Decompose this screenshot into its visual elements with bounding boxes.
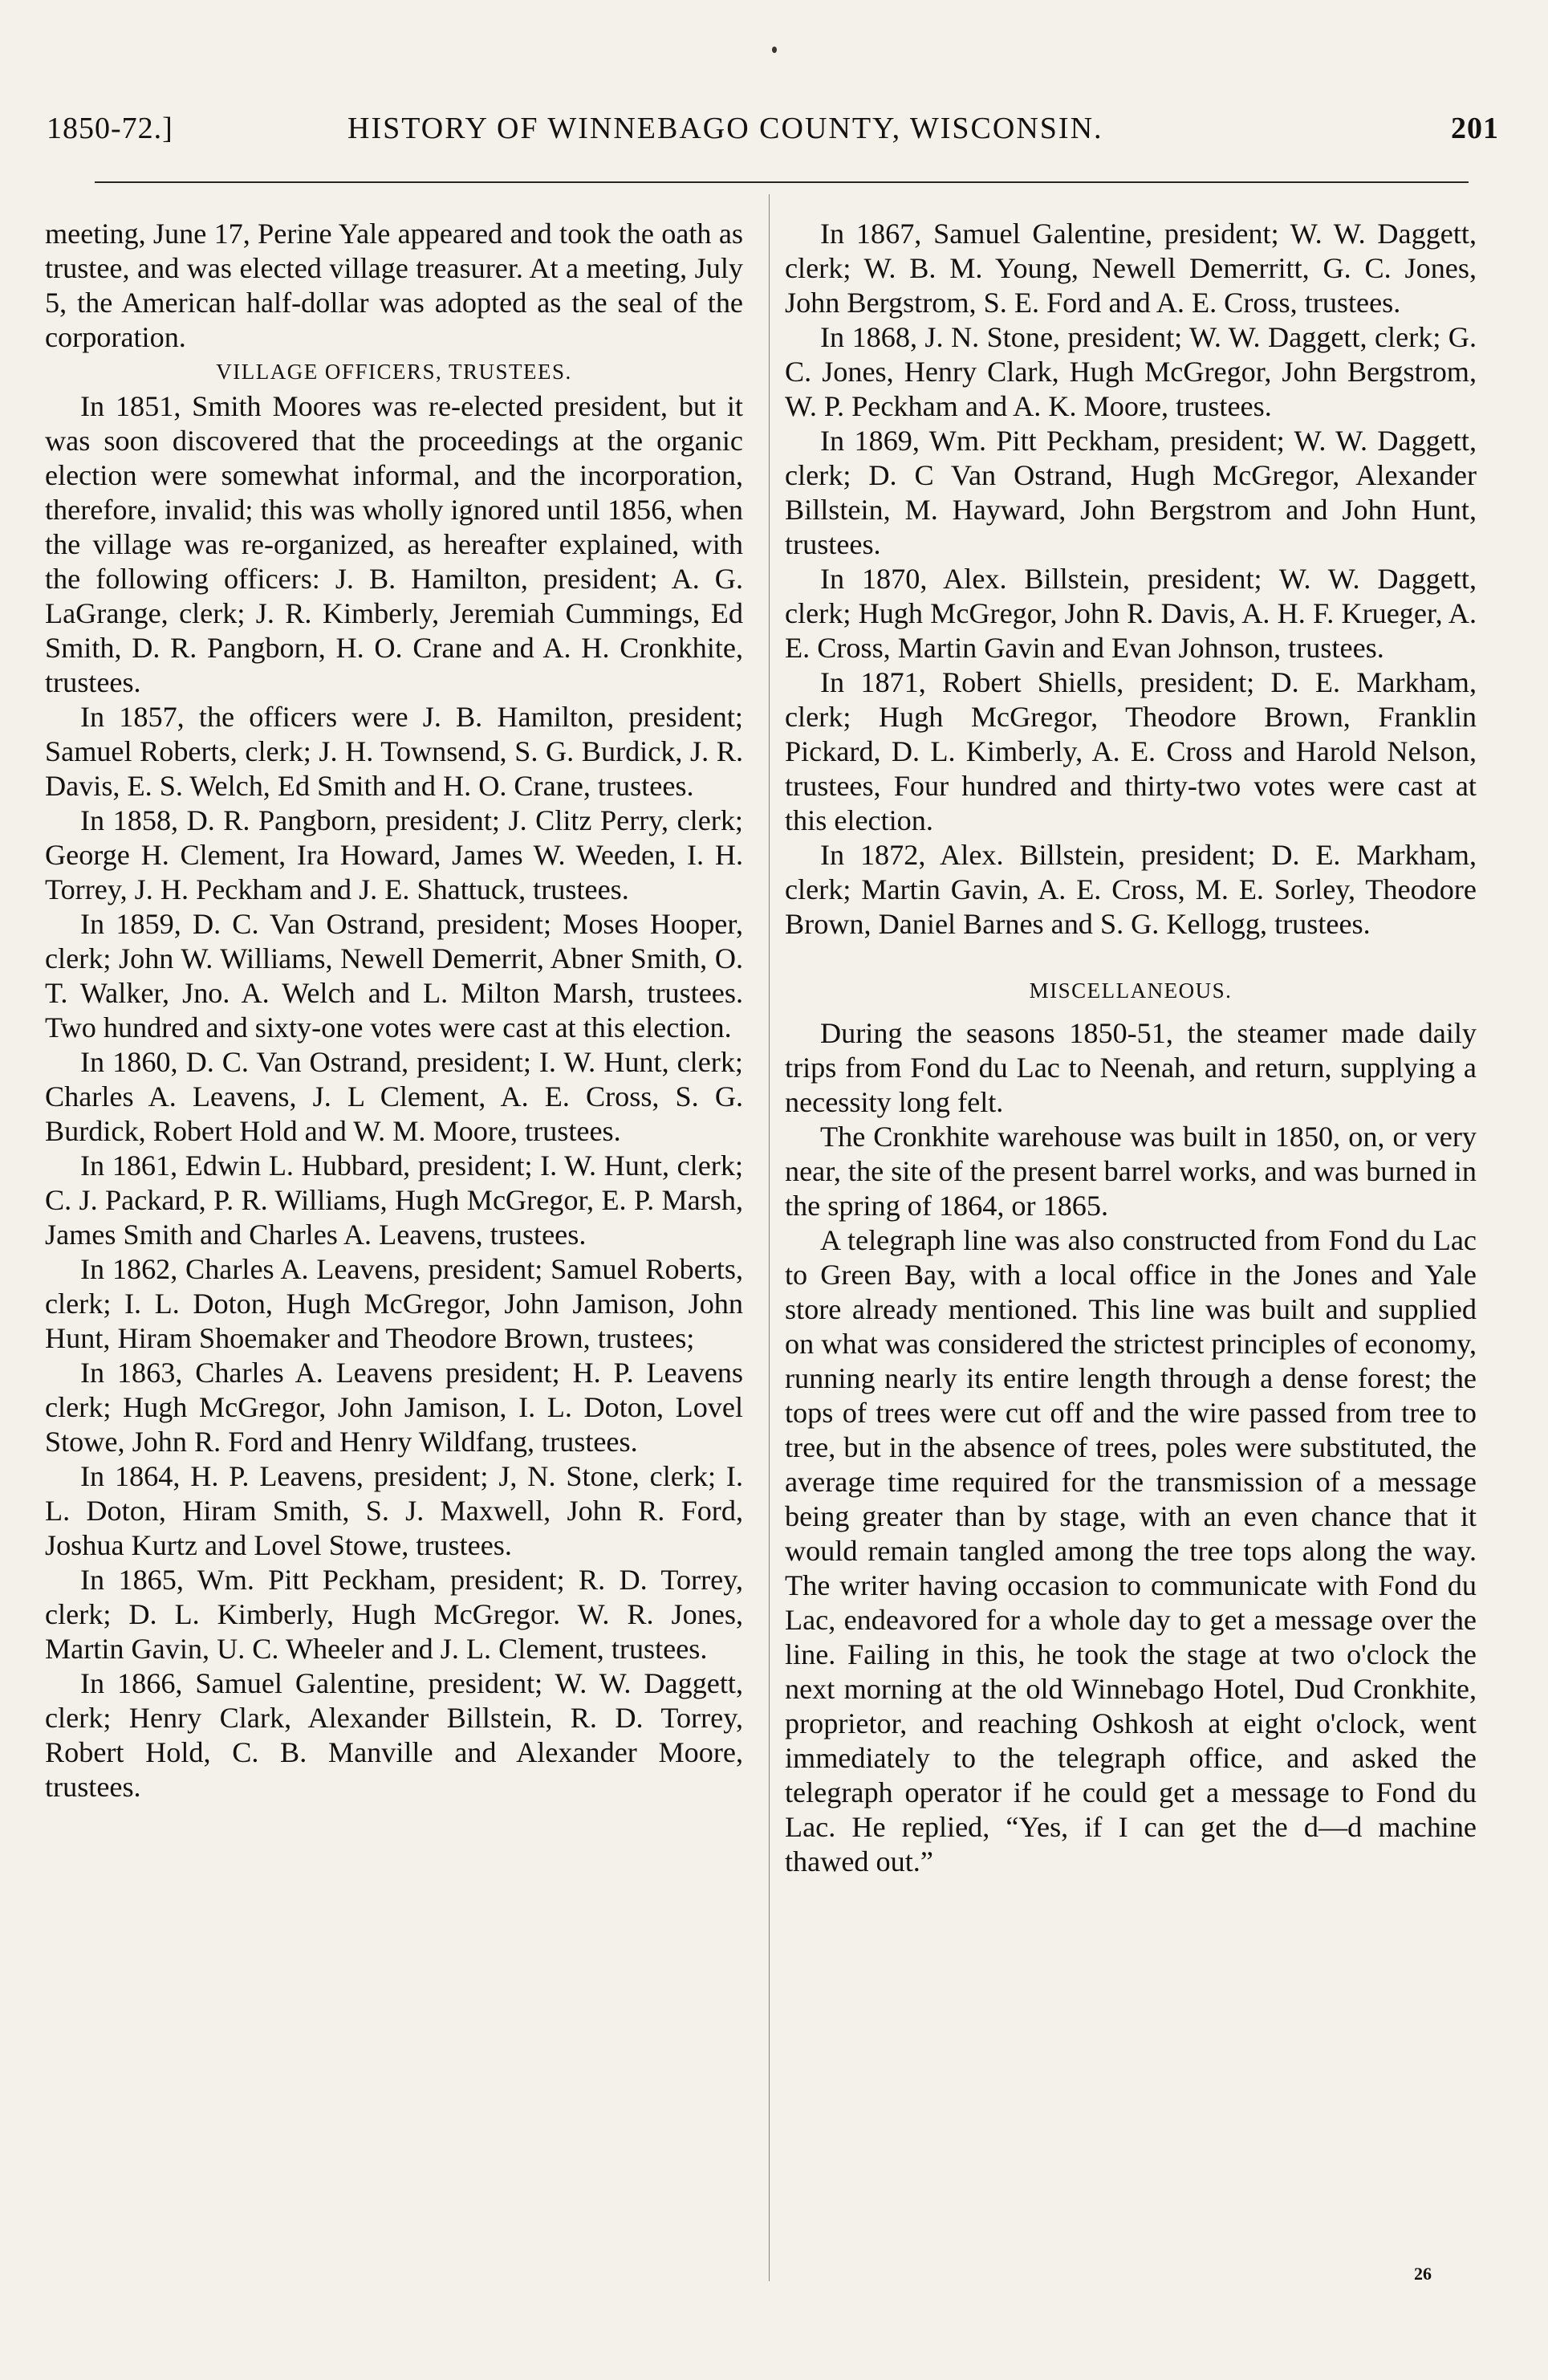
- paragraph: In 1860, D. C. Van Ostrand, president; I. W. Hunt, clerk; Charles A. Leavens, J. L Clement, A. E. Cross, S. G. Burdick, Robert Hold and W. M. Moore, trustees.: [45, 1046, 743, 1147]
- paragraph: During the seasons 1850-51, the steamer made daily trips from Fond du Lac to Neenah, and return, supplying a necessity long felt.: [785, 1017, 1477, 1118]
- running-header: [47, 111, 1499, 159]
- paragraph: In 1862, Charles A. Leavens, president; Samuel Roberts, clerk; I. L. Doton, Hugh McGregor, John Jamison, John Hunt, Hiram Shoemaker and Theodore Brown, trustees;: [45, 1253, 743, 1354]
- paragraph: In 1865, Wm. Pitt Peckham, president; R. D. Torrey, clerk; D. L. Kimberly, Hugh McGregor. W. R. Jones, Martin Gavin, U. C. Wheeler and J. L. Clement, trustees.: [45, 1564, 743, 1665]
- paragraph: In 1871, Robert Shiells, president; D. E. Markham, clerk; Hugh McGregor, Theodore Brown, Franklin Pickard, D. L. Kimberly, A. E. Cross and Harold Nelson, trustees, Four hundred and thirty-two votes were cast at this election.: [785, 666, 1477, 836]
- paragraph: In 1864, H. P. Leavens, president; J, N. Stone, clerk; I. L. Doton, Hiram Smith, S. J. Maxwell, John R. Ford, Joshua Kurtz and Lovel Stowe, trustees.: [45, 1460, 743, 1561]
- page-number: 201: [1451, 112, 1499, 145]
- header-title: HISTORY OF WINNEBAGO COUNTY, WISCONSIN.: [347, 112, 1103, 145]
- paragraph: In 1866, Samuel Galentine, president; W. W. Daggett, clerk; Henry Clark, Alexander Billstein, R. D. Torrey, Robert Hold, C. B. Manville and Alexander Moore, trustees.: [45, 1667, 743, 1803]
- paragraph: In 1859, D. C. Van Ostrand, president; Moses Hooper, clerk; John W. Williams, Newell Demerrit, Abner Smith, O. T. Walker, Jno. A. Welch and L. Milton Marsh, trustees. Two hundred and sixty-one votes were cast at this election.: [45, 908, 743, 1044]
- paragraph: In 1858, D. R. Pangborn, president; J. Clitz Perry, clerk; George H. Clement, Ira Howard, James W. Weeden, I. H. Torrey, J. H. Peckham and J. E. Shattuck, trustees.: [45, 804, 743, 905]
- column-divider: [769, 194, 770, 2281]
- header-rule: [95, 181, 1469, 183]
- paragraph: In 1863, Charles A. Leavens president; H. P. Leavens clerk; Hugh McGregor, John Jamison, I. L. Doton, Lovel Stowe, John R. Ford and Henry Wildfang, trustees.: [45, 1357, 743, 1458]
- section-heading-village-officers: VILLAGE OFFICERS, TRUSTEES.: [216, 360, 572, 384]
- paragraph: In 1851, Smith Moores was re-elected president, but it was soon discovered that the proceedings at the organic election were somewhat informal, and the incorporation, therefore, invalid; this was wholly ignored until 1856, when the village was re-organized, as hereafter explained, with the following officers: J. B. Hamilton, president; A. G. LaGrange, clerk; J. R. Kimberly, Jeremiah Cummings, Ed Smith, D. R. Pangborn, H. O. Crane and A. H. Cronkhite, trustees.: [45, 390, 743, 698]
- paragraph: A telegraph line was also constructed from Fond du Lac to Green Bay, with a local office in the Jones and Yale store already mentioned. This line was built and supplied on what was considered the strictest principles of economy, running nearly its entire length through a dense forest; the tops of trees were cut off and the wire passed from tree to tree, but in the absence of trees, poles were substituted, the average time required for the transmission of a message being greater than by stage, with an even chance that it would remain tangled among the tree tops along the way. The writer having occasion to communicate with Fond du Lac, endeavored for a whole day to get a message over the line. Failing in this, he took the stage at two o'clock the next morning at the old Winnebago Hotel, Dud Cronkhite, proprietor, and reaching Oshkosh at eight o'clock, went immediately to the telegraph office, and asked the telegraph operator if he could get a message to Fond du Lac. He replied, “Yes, if I can get the d—d machine thawed out.”: [785, 1224, 1477, 1878]
- paragraph: In 1870, Alex. Billstein, president; W. W. Daggett, clerk; Hugh McGregor, John R. Davis, A. H. F. Krueger, A. E. Cross, Martin Gavin and Evan Johnson, trustees.: [785, 563, 1477, 664]
- left-column: [45, 217, 743, 1804]
- right-column: [785, 217, 1477, 1879]
- paragraph: In 1868, J. N. Stone, president; W. W. Daggett, clerk; G. C. Jones, Henry Clark, Hugh McGregor, John Bergstrom, W. P. Peckham and A. K. Moore, trustees.: [785, 321, 1477, 422]
- section-heading-miscellaneous: MISCELLANEOUS.: [1029, 978, 1233, 1003]
- paragraph: In 1857, the officers were J. B. Hamilton, president; Samuel Roberts, clerk; J. H. Townsend, S. G. Burdick, J. R. Davis, E. S. Welch, Ed Smith and H. O. Crane, trustees.: [45, 701, 743, 802]
- paragraph: In 1872, Alex. Billstein, president; D. E. Markham, clerk; Martin Gavin, A. E. Cross, M. E. Sorley, Theodore Brown, Daniel Barnes and S. G. Kellogg, trustees.: [785, 839, 1477, 940]
- paragraph: In 1867, Samuel Galentine, president; W. W. Daggett, clerk; W. B. M. Young, Newell Demerritt, G. C. Jones, John Bergstrom, S. E. Ford and A. E. Cross, trustees.: [785, 218, 1477, 319]
- paragraph: In 1869, Wm. Pitt Peckham, president; W. W. Daggett, clerk; D. C Van Ostrand, Hugh McGregor, Alexander Billstein, M. Hayward, John Bergstrom and John Hunt, trustees.: [785, 425, 1477, 560]
- paragraph: The Cronkhite warehouse was built in 1850, on, or very near, the site of the present barrel works, and was burned in the spring of 1864, or 1865.: [785, 1121, 1477, 1222]
- paragraph: meeting, June 17, Perine Yale appeared and took the oath as trustee, and was elected village treasurer. At a meeting, July 5, the American half-dollar was adopted as the seal of the corporation.: [45, 218, 743, 353]
- paragraph: In 1861, Edwin L. Hubbard, president; I. W. Hunt, clerk; C. J. Packard, P. R. Williams, Hugh McGregor, E. P. Marsh, James Smith and Charles A. Leavens, trustees.: [45, 1149, 743, 1251]
- header-date-range: 1850-72.]: [47, 112, 173, 145]
- ink-speck: [772, 47, 777, 53]
- signature-mark: 26: [1414, 2264, 1432, 2284]
